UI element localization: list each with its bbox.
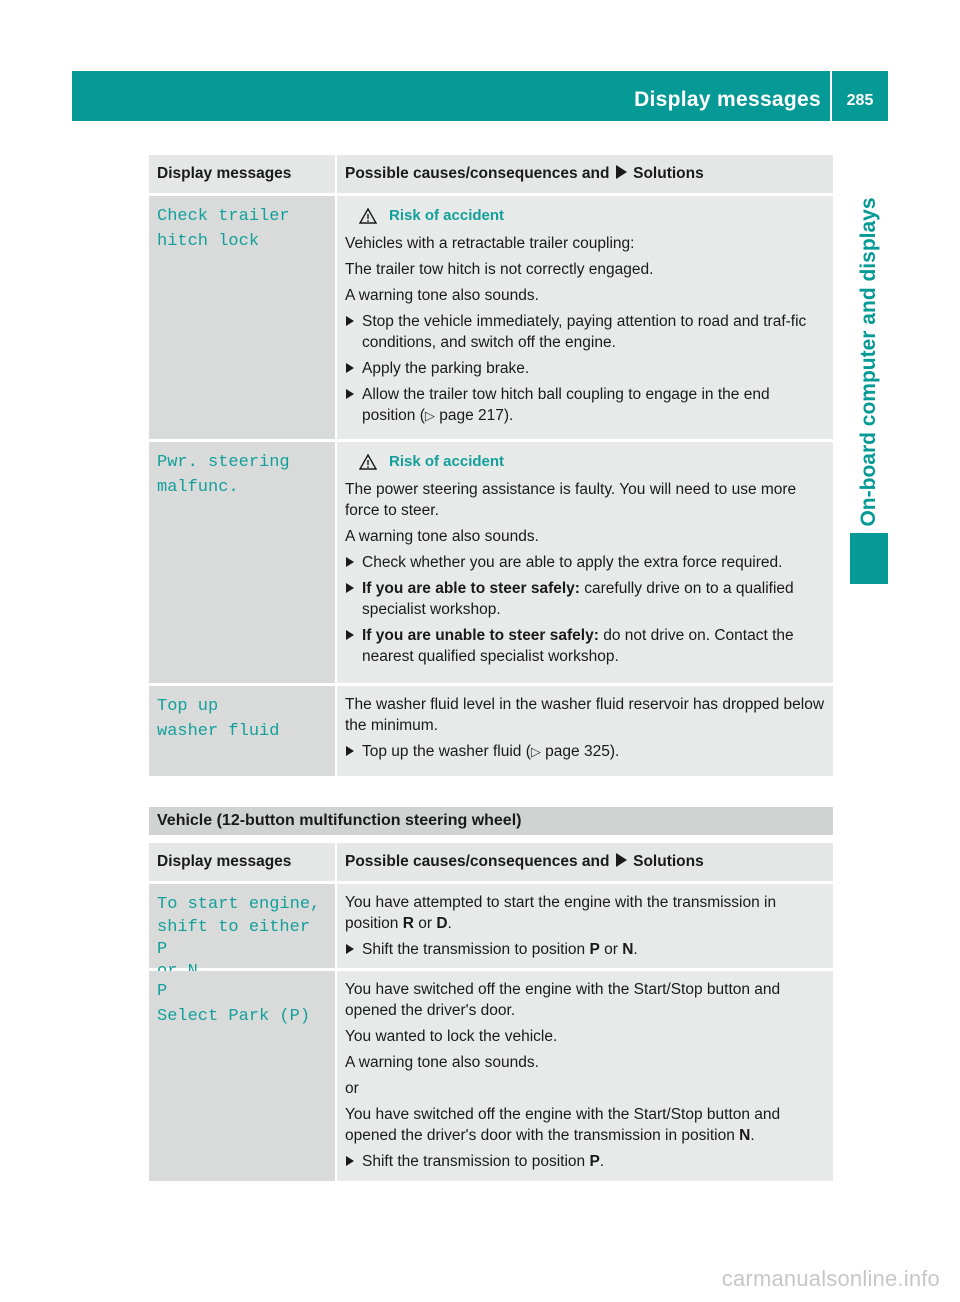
warning-triangle-icon bbox=[359, 454, 377, 470]
instruction-step bbox=[345, 939, 827, 960]
warning-label: Risk of accident bbox=[389, 207, 505, 224]
message-cell bbox=[149, 971, 335, 1181]
header-causes-label: Possible causes/consequences and bbox=[345, 853, 610, 870]
table-row bbox=[149, 884, 833, 971]
solution-cell bbox=[337, 971, 833, 1181]
paragraph: A warning tone also sounds. bbox=[345, 1054, 539, 1071]
paragraph bbox=[345, 1104, 827, 1146]
instruction-step bbox=[345, 625, 827, 667]
step-text: do not drive on. Contact the nearest qualified specialist workshop. bbox=[362, 627, 794, 665]
header-solutions-label: Solutions bbox=[633, 853, 704, 870]
step-text: Shift the transmission to position bbox=[362, 941, 590, 958]
chapter-tab-label: On-board computer and displays bbox=[857, 197, 880, 527]
header-solutions-label: Solutions bbox=[633, 165, 704, 182]
instruction-step bbox=[345, 578, 827, 620]
instruction-step: Check whether you are able to apply the extra force required. bbox=[345, 552, 827, 573]
table-row bbox=[149, 196, 833, 442]
page-ref-icon: ▷ bbox=[424, 408, 435, 423]
page-ref-link[interactable]: page 217). bbox=[434, 407, 514, 424]
message-cell bbox=[149, 442, 335, 683]
message-line: P bbox=[157, 982, 168, 1001]
instruction-step bbox=[345, 741, 827, 762]
header-display-messages: Display messages bbox=[149, 155, 335, 193]
message-line: Pwr. steering bbox=[157, 453, 290, 472]
step-text: or bbox=[599, 941, 623, 958]
gear-label: D bbox=[436, 915, 448, 932]
page-number: 285 bbox=[846, 92, 874, 109]
table-header bbox=[149, 843, 833, 884]
header-causes-label: Possible causes/consequences and bbox=[345, 165, 610, 182]
page-ref-link[interactable]: page 325). bbox=[540, 743, 620, 760]
page-header bbox=[72, 71, 888, 121]
instruction-step: Stop the vehicle immediately, paying attention to road and traf-fic conditions, and switch off the engine. bbox=[345, 311, 827, 353]
warning-triangle-icon bbox=[359, 208, 377, 224]
message-cell bbox=[149, 686, 335, 776]
paragraph: or bbox=[345, 1080, 359, 1097]
instruction-step: Apply the parking brake. bbox=[345, 358, 827, 379]
gear-label: P bbox=[589, 941, 600, 958]
chapter-marker bbox=[850, 533, 888, 584]
instruction-step bbox=[345, 1151, 827, 1172]
message-cell bbox=[149, 884, 335, 968]
solution-cell bbox=[337, 884, 833, 968]
paragraph: The trailer tow hitch is not correctly engaged. bbox=[345, 261, 654, 278]
gear-label: R bbox=[402, 915, 414, 932]
paragraph: A warning tone also sounds. bbox=[345, 287, 539, 304]
arrow-right-icon bbox=[616, 165, 627, 179]
message-line: shift to either P bbox=[157, 918, 311, 959]
warning-heading bbox=[345, 207, 827, 224]
text: . bbox=[447, 915, 452, 932]
message-line: Check trailer bbox=[157, 207, 290, 226]
table-row bbox=[149, 971, 833, 1181]
step-text: Allow the trailer tow hitch ball coupling to engage in the end position ( bbox=[362, 386, 770, 424]
paragraph: Vehicles with a retractable trailer coupling: bbox=[345, 235, 635, 252]
header-causes-solutions bbox=[337, 155, 833, 193]
watermark: carmanualsonline.info bbox=[721, 1266, 940, 1291]
step-text: carefully drive on to a qualified specialist workshop. bbox=[362, 580, 794, 618]
gear-label: N bbox=[739, 1127, 751, 1144]
message-line: hitch lock bbox=[157, 232, 260, 251]
step-text: Shift the transmission to position bbox=[362, 1153, 590, 1170]
step-condition: If you are unable to steer safely: bbox=[362, 627, 599, 644]
table-row bbox=[149, 686, 833, 776]
solution-cell bbox=[337, 442, 833, 683]
message-line: Top up bbox=[157, 697, 219, 716]
header-display-messages: Display messages bbox=[149, 843, 335, 881]
messages-table-1 bbox=[149, 155, 833, 776]
step-condition: If you are able to steer safely: bbox=[362, 580, 580, 597]
message-line: washer fluid bbox=[157, 722, 280, 741]
section-heading: Vehicle (12-button multifunction steering wheel) bbox=[149, 807, 833, 835]
chapter-tab bbox=[850, 140, 888, 584]
gear-label: N bbox=[622, 941, 634, 958]
message-line: malfunc. bbox=[157, 478, 239, 497]
messages-table-2 bbox=[149, 843, 833, 1181]
page-ref-icon: ▷ bbox=[530, 744, 541, 759]
message-cell bbox=[149, 196, 335, 439]
paragraph: You wanted to lock the vehicle. bbox=[345, 1028, 558, 1045]
text: You have switched off the engine with the Start/Stop button and opened the driver's door with the transmission in position bbox=[345, 1106, 781, 1144]
paragraph bbox=[345, 892, 827, 934]
solution-cell bbox=[337, 686, 833, 776]
arrow-right-icon bbox=[616, 853, 627, 867]
page-title: Display messages bbox=[634, 88, 821, 111]
text: You have attempted to start the engine with the transmission in position bbox=[345, 894, 777, 932]
table-header bbox=[149, 155, 833, 196]
table-row bbox=[149, 442, 833, 686]
step-text: . bbox=[599, 1153, 605, 1170]
text: . bbox=[750, 1127, 755, 1144]
message-line: To start engine, bbox=[157, 895, 321, 914]
warning-heading bbox=[345, 453, 827, 470]
step-text: Top up the washer fluid ( bbox=[362, 743, 531, 760]
warning-label: Risk of accident bbox=[389, 453, 505, 470]
paragraph: The power steering assistance is faulty. You will need to use more force to steer. bbox=[345, 481, 797, 519]
text: or bbox=[413, 915, 437, 932]
paragraph: The washer fluid level in the washer fluid reservoir has dropped below the minimum. bbox=[345, 696, 825, 734]
header-causes-solutions bbox=[337, 843, 833, 881]
paragraph: A warning tone also sounds. bbox=[345, 528, 539, 545]
message-line: Select Park (P) bbox=[157, 1007, 311, 1026]
gear-label: P bbox=[589, 1153, 600, 1170]
paragraph: You have switched off the engine with the Start/Stop button and opened the driver's door. bbox=[345, 981, 781, 1019]
solution-cell bbox=[337, 196, 833, 439]
instruction-step bbox=[345, 384, 827, 426]
step-text: . bbox=[633, 941, 638, 958]
